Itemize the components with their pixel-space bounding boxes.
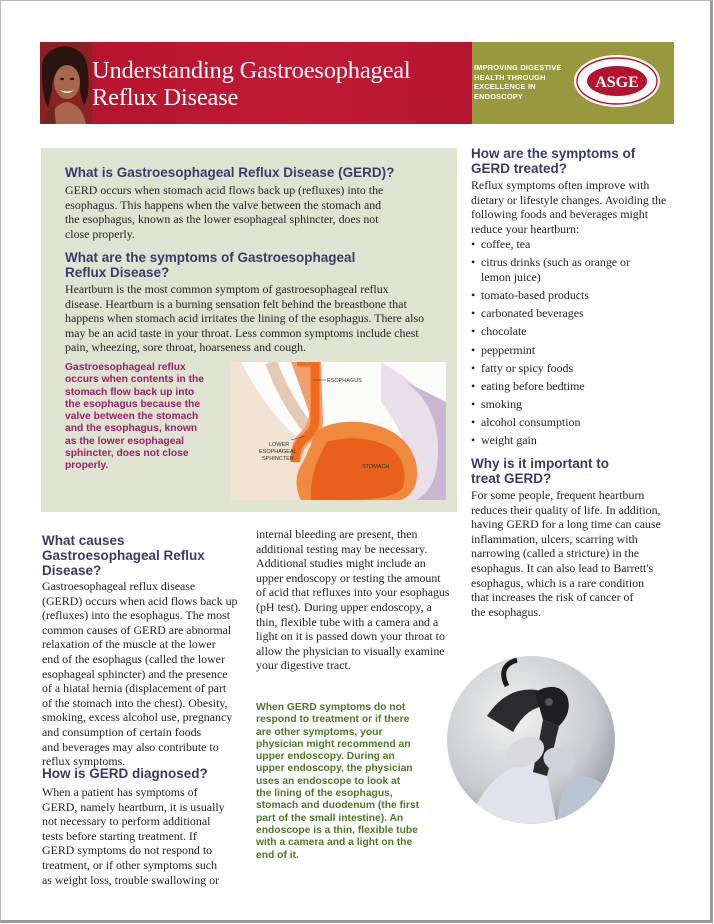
endoscope-photo	[447, 656, 615, 824]
list-item: • peppermint	[471, 343, 681, 358]
endoscopy-callout: When GERD symptoms do not respond to treatment or if there are other symptoms, your physician might recommend an upper endoscopy. During an upper endoscopy, the physician uses an endoscope to look at the lining of the esophagus, stomach and duodenum (the first part of the small intestine). An endoscope is a thin, flexible tube with a camera and a light on the end of it.	[256, 702, 420, 861]
list-item: • citrus drinks (such as orange or lemon juice)	[471, 255, 681, 284]
label-sphincter-1: LOWER	[269, 442, 290, 448]
label-stomach: STOMACH	[362, 464, 390, 470]
title-line-1: Understanding Gastroesophageal	[92, 57, 411, 84]
heading-causes: What causes Gastroesophageal Reflux Disease?	[42, 533, 205, 578]
list-item: • eating before bedtime	[471, 379, 681, 394]
causes-body: Gastroesophageal reflux disease (GERD) occurs when acid flows back up (refluxes) into the esophagus. The most common causes of GERD are abnormal relaxation of the muscle at the lower end of the esophagus (called the lower esophageal sphincter) and the presence of a hiatal hernia (displacement of part of the stomach into the chest). Obesity, smoking, excess alcohol use, pregnancy and consumption of certain foods and beverages may also contribute to reflux symptoms.	[42, 579, 238, 769]
important-body: For some people, frequent heartburn reduces their quality of life. In addition, having GERD for a long time can cause inflammation, ulcers, scarring with narrowing (called a stricture) in the esophagus. It can also lead to Barrett's esophagus, which is a rare condition that increases the risk of cancer of the esophagus.	[471, 488, 661, 619]
label-esophagus: ESOPHAGUS	[327, 378, 362, 384]
symptoms-body: Heartburn is the most common symptom of gastroesophageal reflux disease. Heartburn is a burning sensation felt behind the breastbone that happens when stomach acid irritates the lining of the esophagus. There also may be an acid taste in your throat. Less common symptoms include chest pain, wheezing, sore throat, hoarseness and cough.	[65, 282, 425, 355]
list-item: • smoking	[471, 397, 681, 412]
label-sphincter-3: SPHINCTER	[262, 456, 294, 462]
asge-logo	[572, 53, 662, 113]
list-item: • alcohol consumption	[471, 415, 681, 430]
heading-what-is-gerd: What is Gastroesophageal Reflux Disease (GERD)?	[65, 165, 395, 180]
list-item: • coffee, tea	[471, 237, 681, 252]
title-line-2: Reflux Disease	[92, 84, 239, 111]
diagnosed-body: When a patient has symptoms of GERD, namely heartburn, it is usually not necessary to perform additional tests before starting treatment. If GERD symptoms do not respond to treatment, or if other symptoms such as weight loss, trouble swallowing or	[42, 785, 225, 887]
foods-to-avoid-list	[471, 237, 681, 452]
heading-diagnosed: How is GERD diagnosed?	[42, 766, 208, 781]
heading-symptoms: What are the symptoms of Gastroesophageal Reflux Disease?	[65, 250, 356, 280]
heading-important: Why is it important to treat GERD?	[471, 456, 609, 486]
heading-treated: How are the symptoms of GERD treated?	[471, 146, 636, 176]
list-item: • weight gain	[471, 433, 681, 448]
woman-portrait-photo	[40, 42, 92, 124]
reflux-diagram-caption: Gastroesophageal reflux occurs when contents in the stomach flow back up into the esophagus because the valve between the stomach and the esophagus, known as the lower esophageal sphincter, does not close properly.	[65, 362, 205, 472]
tagline: IMPROVING DIGESTIVE HEALTH THROUGH EXCELLENCE IN ENDOSCOPY	[474, 63, 562, 101]
list-item: • fatty or spicy foods	[471, 361, 681, 376]
reflux-anatomy-diagram	[231, 362, 446, 500]
list-item: • tomato-based products	[471, 288, 681, 303]
label-sphincter-2: ESOPHAGEAL	[259, 449, 297, 455]
diagnosed-body-continued: internal bleeding are present, then additional testing may be necessary. Additional studies might include an upper endoscopy or testing the amount of acid that refluxes into your esophagus (pH test). During upper endoscopy, a thin, flexible tube with a camera and a light on it is passed down your throat to allow the physician to visually examine your digestive tract.	[256, 527, 450, 673]
what-is-gerd-body: GERD occurs when stomach acid flows back up (refluxes) into the esophagus. This happens when the valve between the stomach and the esophagus, known as the lower esophageal sphincter, does not close properly.	[65, 183, 384, 241]
page-title	[92, 57, 411, 111]
list-item: • chocolate	[471, 324, 681, 339]
list-item: • carbonated beverages	[471, 306, 681, 321]
treated-body: Reflux symptoms often improve with dietary or lifestyle changes. Avoiding the following foods and beverages might reduce your heartburn:	[471, 178, 667, 236]
logo-wordmark: ASGE	[595, 74, 639, 91]
